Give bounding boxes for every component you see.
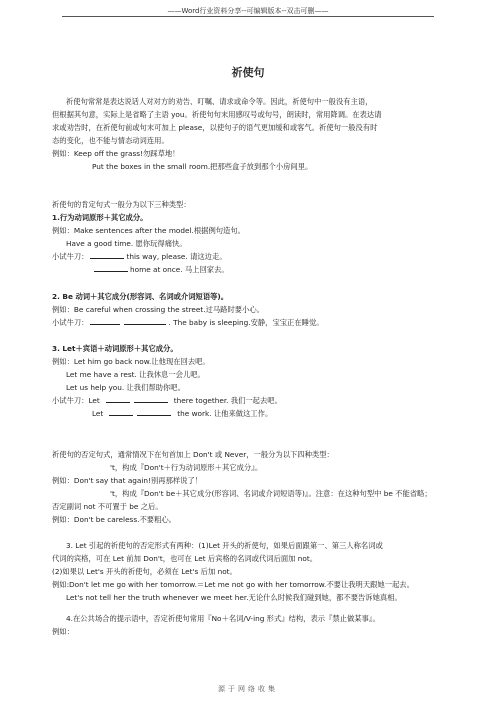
- practice-text: this way, please. 请这边走。: [126, 252, 227, 261]
- let-negative-section: [52, 539, 450, 604]
- intro-line: 态的变化，也不能与情态动词连用。: [52, 136, 169, 145]
- let-word: Let: [88, 396, 100, 405]
- public-sign-section: [52, 612, 450, 638]
- blank: [106, 395, 130, 403]
- type1-title: 1.行为动词原形＋其它成分。: [52, 213, 148, 222]
- practice-label: 小试牛刀：: [52, 252, 89, 261]
- negative-line: 例如:Don't let me go with her tomorrow.＝Let me not go with her tomorrow.不要让我明天跟她一起去。: [52, 580, 414, 589]
- negative-line: 3. Let 引起的祈使句的否定形式有两种：(1)Let 开头的祈使句，如果后面跟第一、第三人称名词或: [66, 541, 383, 550]
- type2-practice: [52, 316, 450, 329]
- page-footer: 源于网络收集: [218, 685, 278, 693]
- page-header: ——Word行业资料分享--可编辑版本--双击可删——: [167, 7, 329, 15]
- intro-line: 祈使句常常是表达说话人对对方的劝告、叮嘱、请求或命令等。因此，祈使句中一般没有主语，: [66, 97, 373, 106]
- intro-example: Put the boxes in the small room.把那些盒子放到那个小房间里。: [92, 162, 313, 171]
- intro-line: 但根据其句意，实际上是省略了主语 you。祈使句句末用感叹号或句号，朗读时，常用降调。在表达请: [52, 110, 382, 119]
- blank: [90, 317, 120, 325]
- practice-text: there together. 我们一起去吧。: [173, 396, 282, 405]
- type3-example: Let me have a rest. 让我休息一会儿吧。: [66, 370, 205, 379]
- practice-text: home at once. 马上回家去。: [130, 265, 229, 274]
- let-word: Let: [92, 409, 104, 418]
- negative-line: 例如：Don't be careless.不要粗心。: [52, 515, 176, 524]
- positive-heading: 祈使句的肯定句式一般分为以下三种类型：: [52, 200, 191, 209]
- type3-title: 3. Let＋宾语＋动词原形＋其它成分。: [52, 344, 178, 353]
- type3-example: 例如：Let him go back now.让他现在回去吧。: [52, 357, 210, 366]
- type3-example: Let us help you. 让我们帮助你吧。: [66, 383, 185, 392]
- practice-label: 小试牛刀：: [52, 318, 89, 327]
- blank: [94, 264, 128, 272]
- type1-practice: [52, 263, 450, 276]
- negative-line: Let's not tell her the truth whenever we meet her.无论什么时候我们碰到她，都不要告诉她真相。: [66, 593, 402, 602]
- blank: [134, 395, 168, 403]
- page-title: 祈使句: [231, 66, 265, 79]
- intro-paragraph: [52, 95, 450, 173]
- type1-example: 例如：Make sentences after the model.根据例句造句。: [52, 226, 245, 235]
- negative-line: 代词的宾格，可在 Let 前加 Don't，也可在 Let 后宾格的名词或代词后面加 not。: [52, 554, 318, 563]
- type2-section: [52, 290, 450, 329]
- type3-practice: [52, 407, 450, 420]
- blank: [109, 408, 133, 416]
- intro-example: [52, 147, 450, 160]
- negative-line: 例如：: [52, 627, 74, 636]
- positive-section: [52, 198, 450, 276]
- type1-practice: [52, 250, 450, 263]
- negative-line: 't，构成『Don't be＋其它成分(形容词、名词或介词短语等)』。注意：在这种句型中 be 不能省略；: [110, 489, 432, 498]
- blank: [137, 408, 171, 416]
- negative-line: 祈使句的否定句式，通常情况下在句首加上 Don't 或 Never，一般分为以下四种类型：: [52, 450, 334, 459]
- type1-example: Have a good time. 愿你玩得痛快。: [66, 239, 187, 248]
- practice-label: 小试牛刀：: [52, 396, 89, 405]
- negative-line: 否定副词 not 不可置于 be 之后。: [52, 502, 163, 511]
- blank: [124, 317, 166, 325]
- negative-section: [52, 448, 450, 526]
- practice-text: . The baby is sleeping.安静，宝宝正在睡觉。: [168, 318, 324, 327]
- blank: [90, 251, 124, 259]
- example-text: Keep off the grass!勿踩草地！: [73, 149, 180, 158]
- negative-line: 't，构成『Don't＋行为动词原形＋其它成分』。: [110, 463, 263, 472]
- header-rule: [62, 16, 434, 17]
- negative-line: 例如：Don't say that again!别再那样说了！: [52, 476, 203, 485]
- negative-line: 4.在公共场合的提示语中，否定祈使句常用『No＋名词/V-ing 形式』结构，表示『禁止做某事』。: [66, 614, 380, 623]
- practice-text: the work. 让他来做这工作。: [177, 409, 273, 418]
- type2-title: 2. Be 动词＋其它成分(形容词、名词或介词短语等)。: [52, 292, 229, 301]
- type2-example: 例如：Be careful when crossing the street.过马路时要小心。: [52, 305, 264, 314]
- type3-practice: [52, 394, 450, 407]
- example-label: 例如：: [52, 149, 74, 158]
- negative-line: (2)如果以 Let's 开头的祈使句，必须在 Let's 后加 not。: [52, 567, 237, 576]
- type3-section: [52, 342, 450, 420]
- intro-line: 求或劝告时，在祈使句前或句末可加上 please，以使句子的语气更加缓和或客气。祈使句一般没有时: [52, 123, 378, 132]
